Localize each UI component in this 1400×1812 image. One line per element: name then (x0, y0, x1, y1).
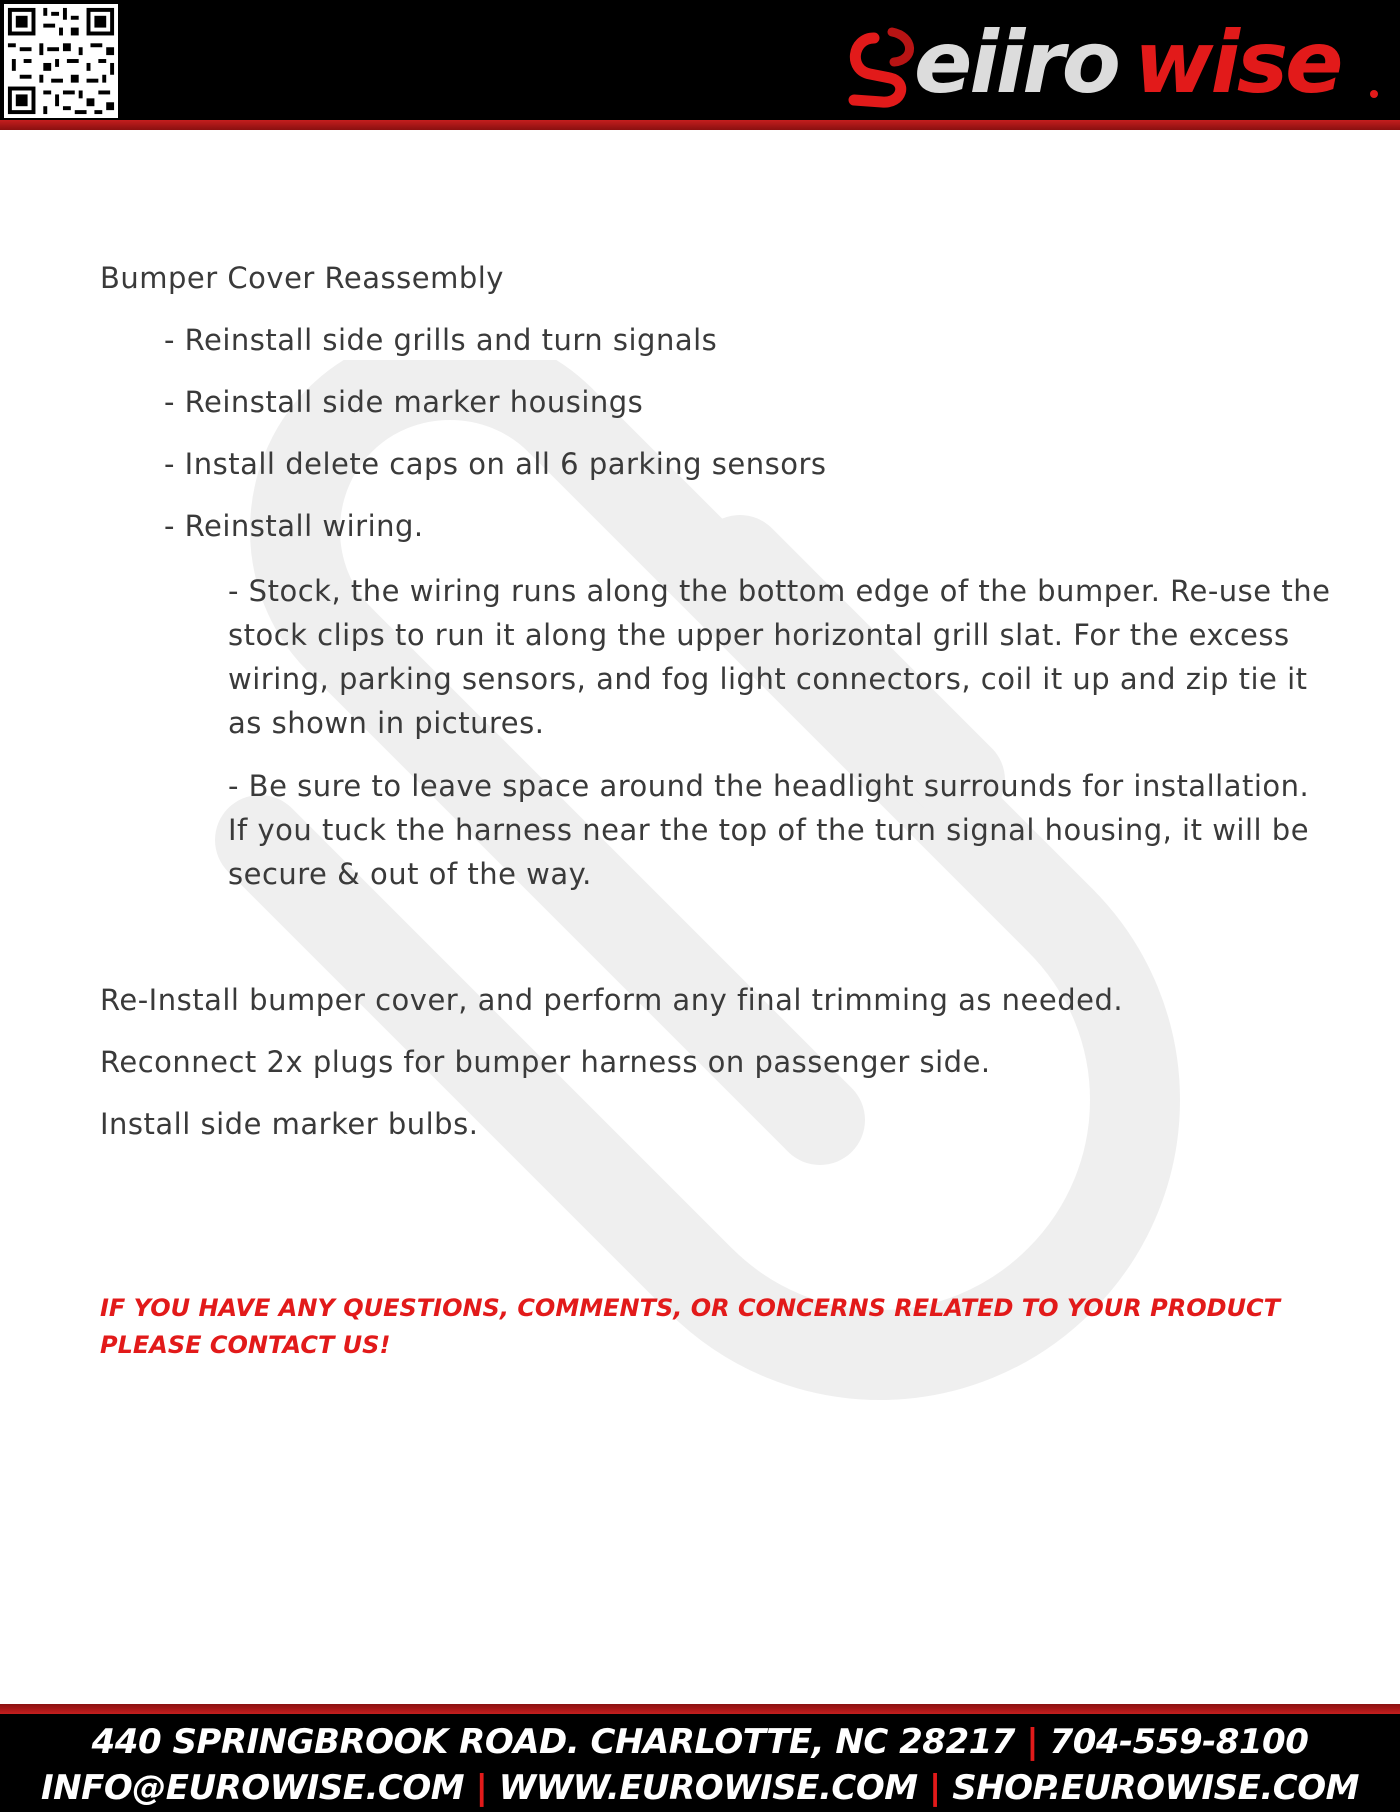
footer-address: 440 SPRINGBROOK ROAD. CHARLOTTE, NC 28217 (91, 1722, 1015, 1762)
page-footer (0, 1714, 1400, 1812)
footer-separator: | (928, 1768, 941, 1808)
section-title: Bumper Cover Reassembly (100, 261, 504, 295)
footer-accent-bar (0, 1704, 1400, 1714)
svg-text:wise: wise (1134, 13, 1341, 112)
paragraph-line: wiring, parking sensors, and fog light connectors, coil it up and zip tie it (228, 662, 1308, 696)
sub-list-item (228, 764, 1358, 896)
step-text: Install side marker bulbs. (100, 1107, 479, 1141)
svg-text:eiiro: eiiro (914, 13, 1118, 112)
contact-line: PLEASE CONTACT US! (100, 1331, 391, 1359)
paragraph-line: If you tuck the harness near the top of the turn signal housing, it will be (228, 813, 1310, 847)
footer-links-line (0, 1768, 1400, 1808)
list-item: - Reinstall wiring. (164, 509, 424, 543)
paragraph-line: - Be sure to leave space around the headlight surrounds for installation. (228, 769, 1310, 803)
footer-phone[interactable]: 704-559-8100 (1049, 1722, 1309, 1762)
sub-list-item (228, 569, 1358, 745)
paragraph-line: - Stock, the wiring runs along the bottom edge of the bumper. Re-use the (228, 574, 1331, 608)
paragraph-line: as shown in pictures. (228, 706, 545, 740)
footer-shop-link[interactable]: SHOP.EUROWISE.COM (952, 1768, 1359, 1808)
footer-address-line (0, 1722, 1400, 1762)
list-item: - Reinstall side grills and turn signals (164, 323, 718, 357)
footer-website-link[interactable]: WWW.EUROWISE.COM (498, 1768, 918, 1808)
paragraph-line: stock clips to run it along the upper horizontal grill slat. For the excess (228, 618, 1290, 652)
step-text: Reconnect 2x plugs for bumper harness on passenger side. (100, 1045, 991, 1079)
step-text: Re-Install bumper cover, and perform any final trimming as needed. (100, 983, 1124, 1017)
list-item: - Install delete caps on all 6 parking sensors (164, 447, 827, 481)
paragraph-line: secure & out of the way. (228, 857, 592, 891)
footer-separator: | (475, 1768, 488, 1808)
footer-email-link[interactable]: INFO@EUROWISE.COM (40, 1768, 465, 1808)
list-item: - Reinstall side marker housings (164, 385, 644, 419)
contact-notice (100, 1290, 1330, 1364)
footer-separator: | (1026, 1722, 1039, 1762)
contact-line: IF YOU HAVE ANY QUESTIONS, COMMENTS, OR CONCERNS RELATED TO YOUR PRODUCT (100, 1294, 1280, 1322)
